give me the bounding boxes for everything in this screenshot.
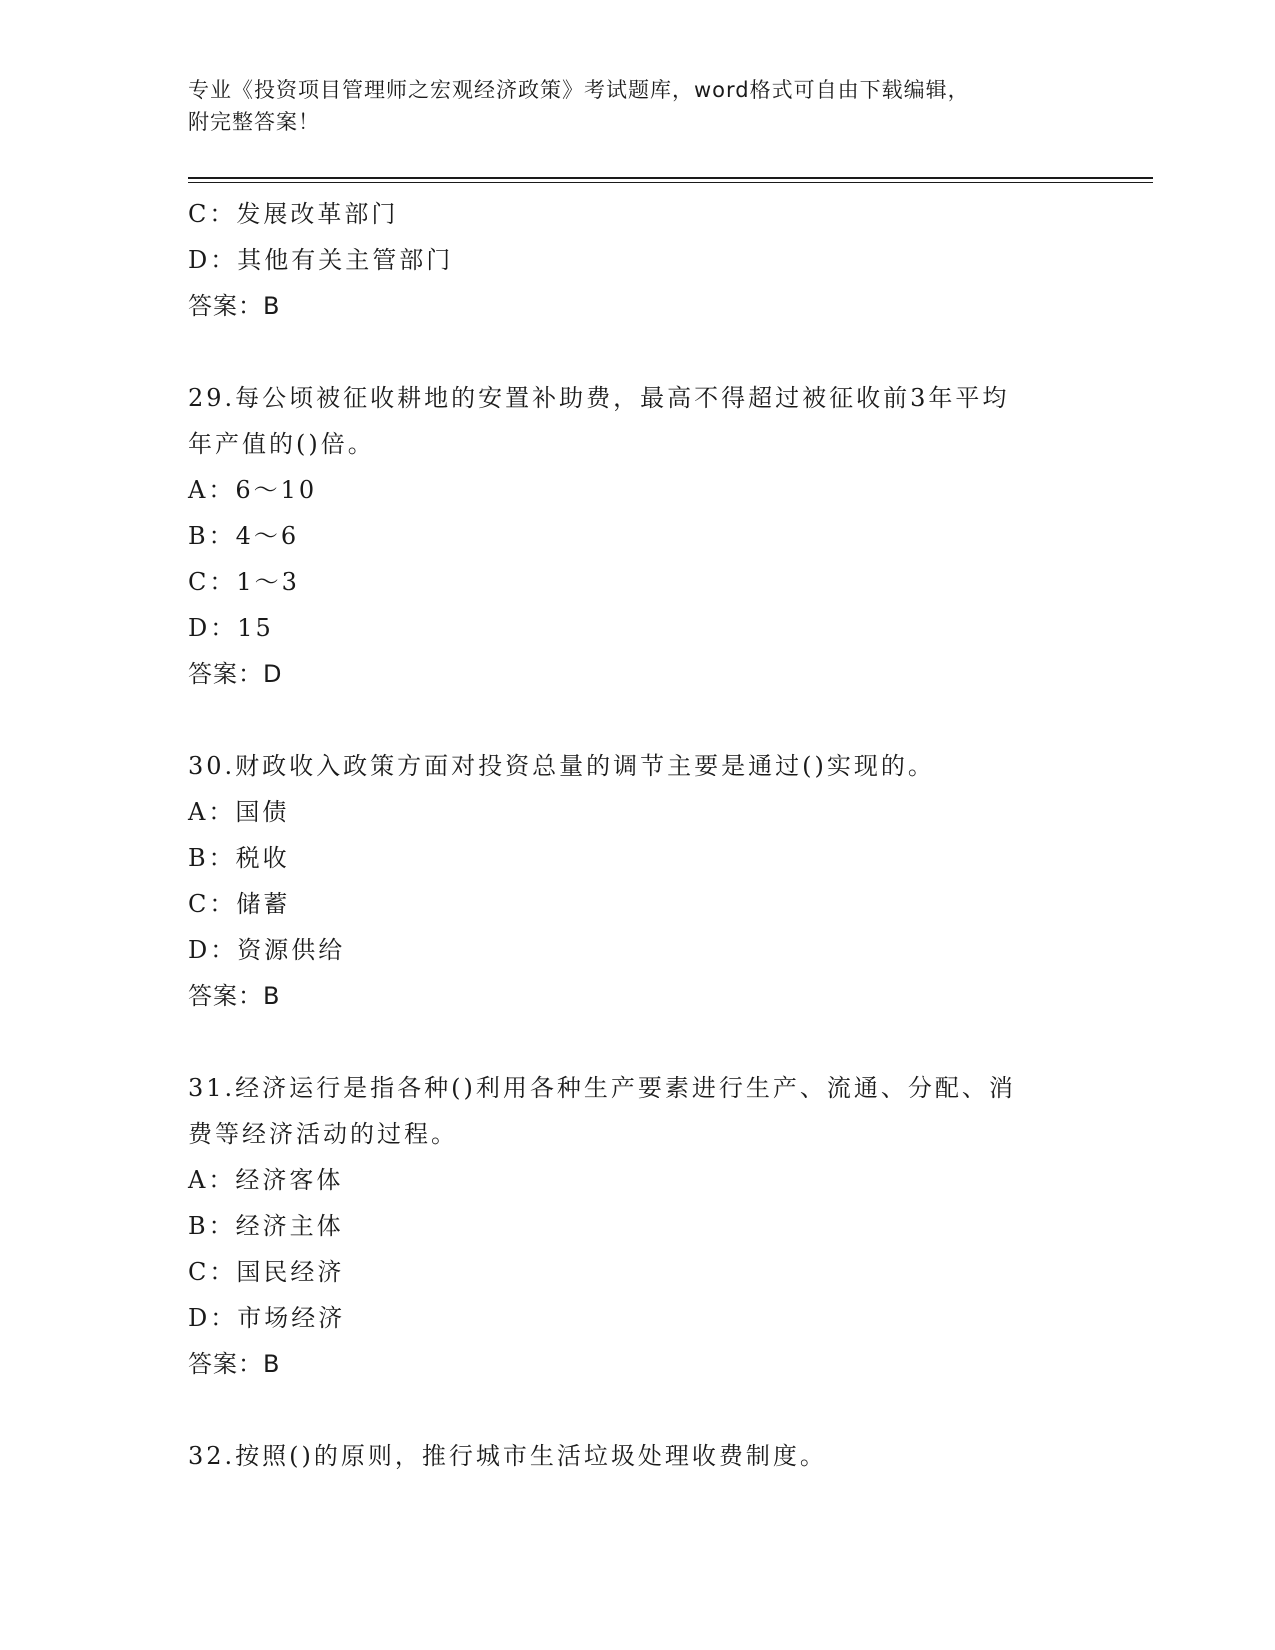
- document-header: [188, 74, 1088, 138]
- option-c: C：发展改革部门: [188, 200, 399, 228]
- question-stem-line: 年产值的()倍。: [188, 430, 375, 458]
- question-stem-line: 29.每公顷被征收耕地的安置补助费，最高不得超过被征收前3年平均: [188, 384, 1010, 412]
- option-b: B：4～6: [188, 522, 300, 550]
- option-c: C：储蓄: [188, 890, 291, 918]
- header-divider: [188, 177, 1153, 183]
- option-a: A：国债: [188, 798, 290, 826]
- option-a: A：6～10: [188, 476, 318, 504]
- option-d: D：资源供给: [188, 936, 346, 964]
- option-c: C：1～3: [188, 568, 300, 596]
- answer-line: 答案：B: [188, 292, 281, 320]
- question-28-continued: [188, 191, 1108, 329]
- option-c: C：国民经济: [188, 1258, 345, 1286]
- question-30: [188, 743, 1108, 1019]
- option-b: B：税收: [188, 844, 290, 872]
- question-stem-line: 30.财政收入政策方面对投资总量的调节主要是通过()实现的。: [188, 752, 935, 780]
- question-stem-line: 31.经济运行是指各种()利用各种生产要素进行生产、流通、分配、消: [188, 1074, 1016, 1102]
- question-32: [188, 1433, 1108, 1479]
- option-d: D：市场经济: [188, 1304, 346, 1332]
- option-d: D：15: [188, 614, 274, 642]
- header-line-2: 附完整答案！: [188, 110, 320, 134]
- question-list: [188, 191, 1108, 1479]
- option-a: A：经济客体: [188, 1166, 344, 1194]
- answer-line: 答案：B: [188, 982, 281, 1010]
- answer-line: 答案：D: [188, 660, 283, 688]
- question-29: [188, 375, 1108, 697]
- answer-line: 答案：B: [188, 1350, 281, 1378]
- question-stem-line: 32.按照()的原则，推行城市生活垃圾处理收费制度。: [188, 1442, 827, 1470]
- question-stem-line: 费等经济活动的过程。: [188, 1120, 458, 1148]
- option-d: D：其他有关主管部门: [188, 246, 454, 274]
- question-31: [188, 1065, 1108, 1387]
- option-b: B：经济主体: [188, 1212, 344, 1240]
- header-line-1: 专业《投资项目管理师之宏观经济政策》考试题库，word格式可自由下载编辑，: [188, 78, 970, 102]
